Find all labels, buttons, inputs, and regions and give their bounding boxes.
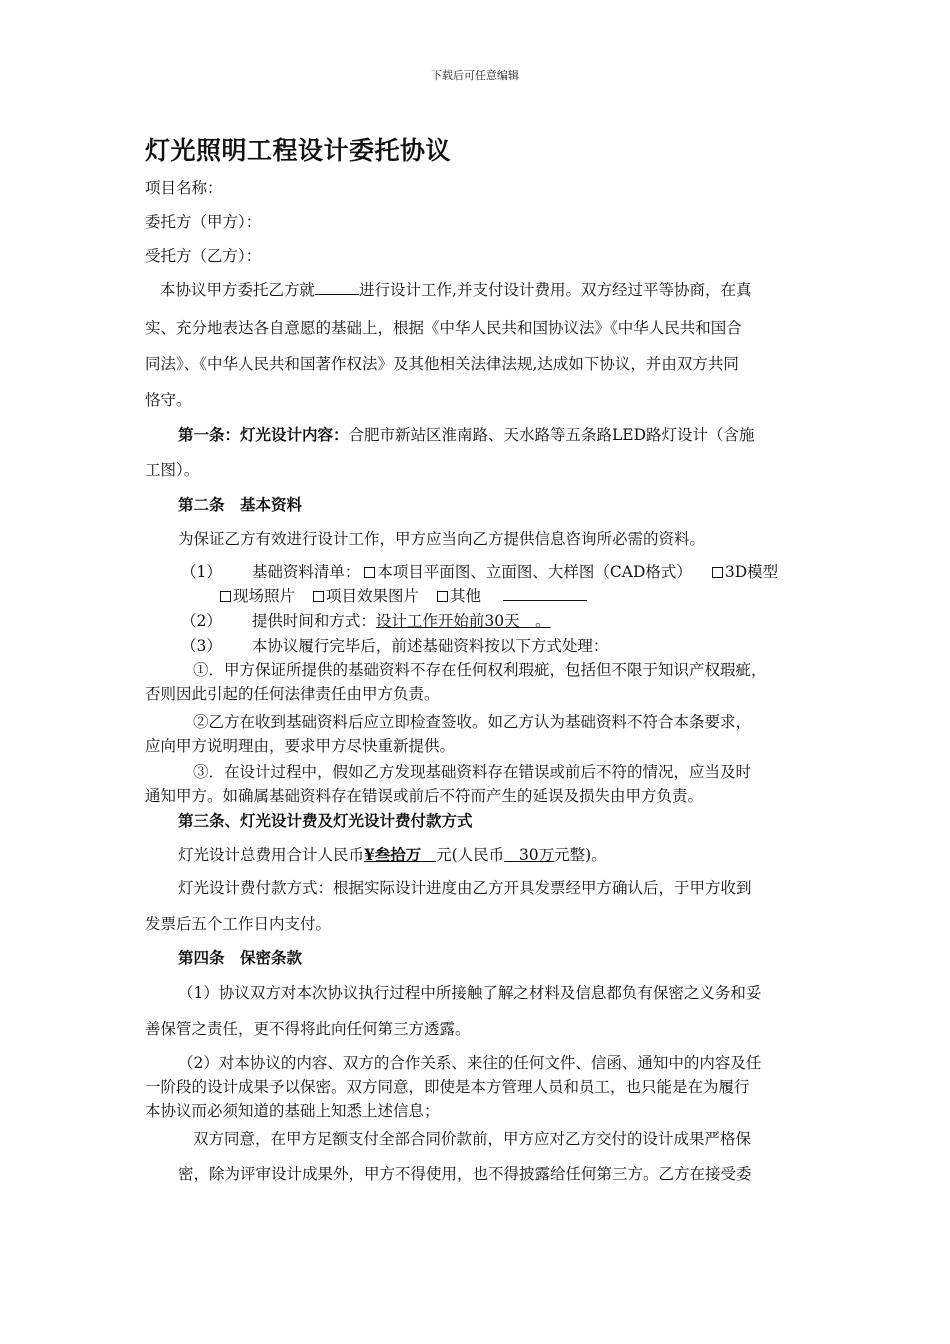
field-contractor: 受托方（乙方）： <box>145 247 262 265</box>
point-2-line-1: ②乙方在收到基础资料后应立即检查签收。如乙方认为基础资料不符合本条要求， <box>193 713 752 731</box>
point-3-line-1: ③．在设计过程中，假如乙方发现基础资料存在错误或前后不符的情况，应当及时 <box>193 763 752 781</box>
option-3d-model: 3D模型 <box>724 563 779 581</box>
item-2-label: 提供时间和方式： <box>251 612 376 630</box>
item-2-value: 设计工作开始前30天 。 <box>375 612 551 630</box>
checkbox-icon[interactable] <box>364 567 375 578</box>
option-renderings: 项目效果图片 <box>326 587 420 605</box>
article-2-item-1 <box>181 562 778 582</box>
point-1-line-1: ①．甲方保证所提供的基础资料不存在任何权利瑕疵，包括但不限于知识产权瑕疵， <box>193 661 767 679</box>
article-3-heading: 第三条、灯光设计费及灯光设计费付款方式 <box>178 811 473 830</box>
blank-underline <box>315 280 359 295</box>
article-2-intro: 为保证乙方有效进行设计工作，甲方应当向乙方提供信息咨询所必需的资料。 <box>178 530 706 548</box>
fee-text-b: 元(人民币 <box>436 846 505 864</box>
article-4-clause-1-line-1: （1）协议双方对本次协议执行过程中所接触了解之材料及信息都负有保密之义务和妥 <box>178 984 762 1002</box>
page-header: 下载后可任意编辑 <box>431 69 519 82</box>
point-1-line-2: 否则因此引起的任何法律责任由甲方负责。 <box>145 685 440 703</box>
article-4-clause-2-line-2: 一阶段的设计成果予以保密。双方同意，即使是本方管理人员和员工，也只能是在为履行 <box>145 1078 750 1096</box>
article-3-fee <box>178 845 607 865</box>
field-project-name: 项目名称： <box>145 179 223 197</box>
intro-text-a: 本协议甲方委托乙方就 <box>160 281 316 299</box>
item-2-number: （2） <box>181 612 222 630</box>
article-1-line-1 <box>178 425 755 445</box>
article-2-heading: 第二条 基本资料 <box>178 495 303 514</box>
item-3-number: （3） <box>181 637 222 655</box>
article-2-item-2 <box>181 611 551 631</box>
checkbox-icon[interactable] <box>437 591 448 602</box>
article-4-clause-2-line-3: 本协议而必须知道的基础上知悉上述信息； <box>145 1102 440 1120</box>
intro-line-2: 实、充分地表达各自意愿的基础上，根据《中华人民共和国协议法》《中华人民共和国合 <box>145 319 742 337</box>
article-4-clause-2-line-1: （2）对本协议的内容、双方的合作关系、来往的任何文件、信函、通知中的内容及任 <box>178 1054 762 1072</box>
article-2-item-3 <box>181 636 608 656</box>
intro-line-4: 恪守。 <box>145 391 192 409</box>
article-1-text: 合肥市新站区淮南路、天水路等五条路LED路灯设计（含施 <box>348 426 755 444</box>
fee-number: 30万 <box>518 846 555 864</box>
article-4-clause-3-line-1: 双方同意，在甲方足额支付全部合同价款前，甲方应对乙方交付的设计成果严格保 <box>193 1130 752 1148</box>
field-client: 委托方（甲方）： <box>145 213 262 231</box>
article-2-item-1-cont <box>216 586 587 606</box>
point-2-line-2: 应向甲方说明理由，要求甲方尽快重新提供。 <box>145 737 456 755</box>
article-1-heading: 第一条：灯光设计内容： <box>178 425 349 444</box>
intro-line-1 <box>160 280 751 300</box>
checkbox-icon[interactable] <box>712 567 723 578</box>
document-title: 灯光照明工程设计委托协议 <box>145 136 452 165</box>
fee-amount: ¥叁拾万 <box>364 845 422 864</box>
article-4-clause-3-line-2: 密，除为评审设计成果外，甲方不得使用，也不得披露给任何第三方。乙方在接受委 <box>178 1165 752 1183</box>
article-3-payment-line-1: 灯光设计费付款方式：根据实际设计进度由乙方开具发票经甲方确认后，于甲方收到 <box>178 879 752 897</box>
item-1-label: 基础资料清单： <box>251 563 361 581</box>
blank-underline <box>503 586 587 601</box>
article-4-clause-1-line-2: 善保管之责任，更不得将此向任何第三方透露。 <box>145 1020 471 1038</box>
option-site-photos: 现场照片 <box>233 587 296 605</box>
article-3-payment-line-2: 发票后五个工作日内支付。 <box>145 915 332 933</box>
intro-line-3: 同法》、《中华人民共和国著作权法》及其他相关法律法规,达成如下协议，并由双方共同 <box>145 355 739 373</box>
fee-text-a: 灯光设计总费用合计人民币 <box>178 846 365 864</box>
article-1-line-2: 工图）。 <box>145 461 200 479</box>
item-3-text: 本协议履行完毕后，前述基础资料按以下方式处理： <box>251 637 609 655</box>
option-other: 其他 <box>450 587 482 605</box>
item-1-number: （1） <box>181 563 222 581</box>
checkbox-icon[interactable] <box>220 591 231 602</box>
article-4-heading: 第四条 保密条款 <box>178 948 303 967</box>
checkbox-icon[interactable] <box>313 591 324 602</box>
fee-text-c: 元整)。 <box>554 846 607 864</box>
point-3-line-2: 通知甲方。如确属基础资料存在错误或前后不符而产生的延误及损失由甲方负责。 <box>145 787 704 805</box>
intro-text-b: 进行设计工作,并支付设计费用。双方经过平等协商，在真 <box>359 281 752 299</box>
option-plans: 本项目平面图、立面图、大样图（CAD格式） <box>377 563 692 581</box>
